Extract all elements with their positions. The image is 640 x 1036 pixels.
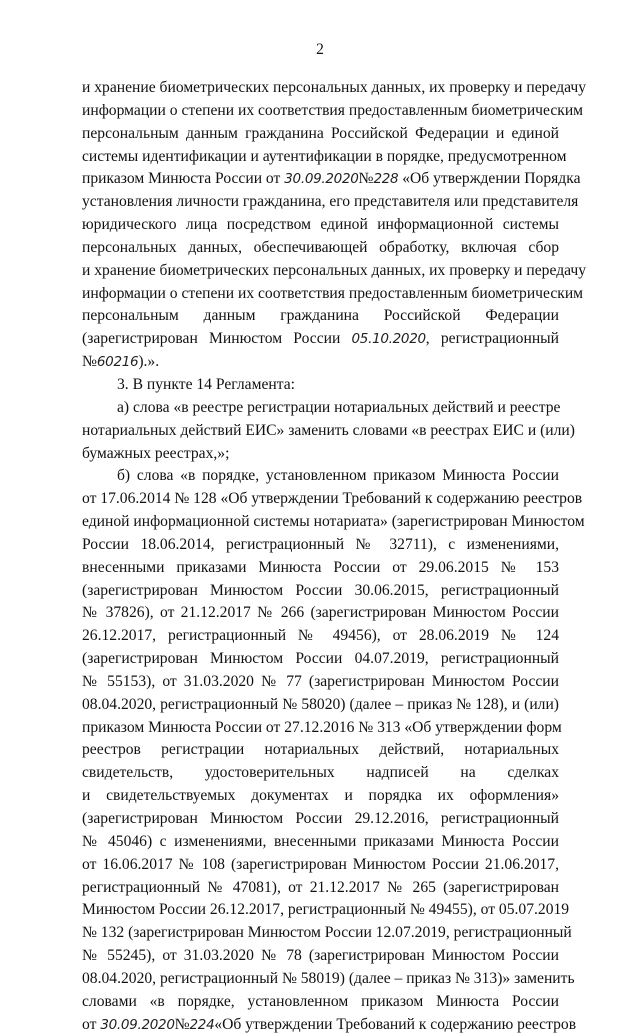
- text-segment: системы идентификации и аутентификации в порядке, предусмотренном: [82, 147, 567, 165]
- text-segment: персональным данным гражданина Российской Федерации и единой: [82, 124, 559, 142]
- text-line: [82, 100, 584, 123]
- text-segment: (зарегистрирован Минюстом России 30.06.2015, регистрационный: [82, 581, 559, 599]
- text-segment: от 16.06.2017 № 108 (зарегистрирован Минюстом России 21.06.2017,: [82, 855, 559, 873]
- handwritten-entry: 05.10.2020: [351, 331, 426, 348]
- text-segment: от 17.06.2014 № 128 «Об утверждении Требований к содержанию реестров: [82, 490, 583, 508]
- text-segment: , регистрационный: [425, 330, 559, 348]
- text-line: [82, 968, 575, 991]
- text-line: [82, 465, 559, 488]
- text-segment: приказом Минюста России от: [82, 170, 285, 188]
- document-body: [82, 77, 587, 1036]
- text-line: [82, 214, 559, 237]
- text-segment: внесенными приказами Минюста России от 29.06.2015 № 153: [82, 558, 559, 576]
- handwritten-entry: 60216: [96, 354, 139, 371]
- text-line: [82, 557, 559, 580]
- text-segment: бумажных реестрах,»;: [82, 444, 230, 462]
- text-segment: персональным данным гражданина Российской Федерации: [82, 307, 559, 325]
- text-segment: регистрационный № 47081), от 21.12.2017 № 265 (зарегистрирован: [82, 878, 559, 896]
- text-segment: №: [82, 353, 97, 371]
- text-line: [82, 648, 559, 671]
- text-segment: от: [82, 1015, 101, 1033]
- text-segment: №: [174, 1015, 190, 1033]
- text-line: [82, 488, 583, 511]
- text-line: [82, 77, 587, 100]
- text-segment: России 18.06.2014, регистрационный № 32711), с изменениями,: [82, 535, 559, 553]
- text-segment: № 132 (зарегистрирован Минюстом России 12.07.2019, регистрационный: [82, 924, 572, 942]
- text-line: [82, 511, 585, 534]
- text-segment: №: [358, 170, 374, 188]
- text-segment: (зарегистрирован Минюстом России: [82, 330, 352, 348]
- text-line: [82, 717, 562, 740]
- text-segment: б) слова «в порядке, установленном приказом Минюста России: [117, 467, 559, 485]
- text-segment: (зарегистрирован Минюстом России 29.12.2016, регистрационный: [82, 810, 559, 827]
- text-line: [82, 785, 559, 808]
- text-segment: 08.04.2020, регистрационный № 58020) (далее – приказ № 128), и (или): [82, 695, 559, 713]
- text-segment: № 55153), от 31.03.2020 № 77 (зарегистрирован Минюстом России: [82, 672, 559, 690]
- text-line: [82, 305, 559, 328]
- text-line: [82, 991, 559, 1014]
- text-line: [82, 168, 581, 191]
- text-segment: № 37826), от 21.12.2017 № 266 (зарегистрирован Минюстом России: [82, 604, 559, 622]
- text-segment: «Об утверждении Порядка: [398, 170, 581, 188]
- text-segment: 08.04.2020, регистрационный № 58019) (далее – приказ № 313)» заменить: [82, 969, 575, 987]
- text-segment: «Об утверждении Требований к содержанию реестров: [214, 1015, 577, 1033]
- text-segment: словами «в порядке, установленном приказом Минюста России: [82, 992, 559, 1010]
- text-line: [82, 899, 570, 922]
- handwritten-entry: 30.09.2020: [100, 1016, 175, 1033]
- text-segment: и хранение биометрических персональных данных, их проверку и передачу: [82, 79, 587, 96]
- handwritten-entry: 30.09.2020: [284, 171, 359, 188]
- text-line: [82, 260, 587, 283]
- text-line: [82, 625, 559, 648]
- text-line: [82, 808, 559, 831]
- text-line: [82, 762, 559, 785]
- text-segment: установления личности гражданина, его представителя или представителя: [82, 193, 579, 211]
- text-line: [82, 123, 559, 146]
- text-line: [82, 739, 559, 762]
- text-segment: приказом Минюста России от 27.12.2016 № 313 «Об утверждении форм: [82, 718, 562, 736]
- text-segment: № 55245), от 31.03.2020 № 78 (зарегистрирован Минюстом России: [82, 947, 559, 965]
- text-line: [82, 831, 559, 854]
- text-segment: информации о степени их соответствия предоставленным биометрическим: [82, 101, 584, 119]
- text-segment: нотариальных действий ЕИС» заменить словами «в реестрах ЕИС и (или): [82, 421, 575, 439]
- text-line: [82, 671, 559, 694]
- text-line: [82, 1014, 577, 1036]
- text-segment: а) слова «в реестре регистрации нотариальных действий и реестре: [117, 398, 561, 416]
- text-line: [82, 602, 559, 625]
- text-segment: свидетельств, удостоверительных надписей на сделках: [82, 764, 559, 782]
- text-segment: и хранение биометрических персональных данных, их проверку и передачу: [82, 261, 587, 279]
- text-segment: и свидетельствуемых документах и порядка их оформления»: [82, 787, 559, 805]
- text-segment: информации о степени их соответствия предоставленным биометрическим: [82, 284, 584, 302]
- text-segment: персональных данных, обеспечивающей обработку, включая сбор: [82, 238, 559, 256]
- text-line: [82, 580, 559, 603]
- text-line: [82, 397, 559, 420]
- text-line: [82, 146, 567, 169]
- text-line: [82, 534, 559, 557]
- text-line: [82, 237, 559, 260]
- text-segment: (зарегистрирован Минюстом России 04.07.2019, регистрационный: [82, 650, 559, 668]
- text-line: [82, 374, 559, 397]
- page-number: 2: [316, 41, 324, 58]
- text-line: [82, 283, 584, 306]
- handwritten-entry: 228: [373, 171, 399, 188]
- text-line: [82, 877, 559, 900]
- text-segment: Минюстом России 26.12.2017, регистрационный № 49455), от 05.07.2019: [82, 901, 570, 919]
- handwritten-entry: 224: [189, 1016, 215, 1033]
- text-line: [82, 328, 559, 351]
- text-segment: 3. В пункте 14 Регламента:: [117, 375, 295, 393]
- text-line: [82, 351, 559, 374]
- text-segment: 26.12.2017, регистрационный № 49456), от 28.06.2019 № 124: [82, 627, 559, 645]
- text-segment: ).».: [138, 353, 160, 371]
- text-line: [82, 420, 575, 443]
- text-line: [82, 443, 559, 466]
- text-line: [82, 922, 572, 945]
- text-line: [82, 694, 559, 717]
- text-line: [82, 854, 559, 877]
- text-segment: № 45046) с изменениями, внесенными приказами Минюста России: [82, 832, 559, 850]
- text-segment: единой информационной системы нотариата» (зарегистрирован Минюстом: [82, 513, 585, 531]
- text-line: [82, 945, 559, 968]
- text-segment: реестров регистрации нотариальных действий, нотариальных: [82, 741, 559, 759]
- text-segment: юридического лица посредством единой информационной системы: [82, 216, 559, 234]
- text-line: [82, 191, 579, 214]
